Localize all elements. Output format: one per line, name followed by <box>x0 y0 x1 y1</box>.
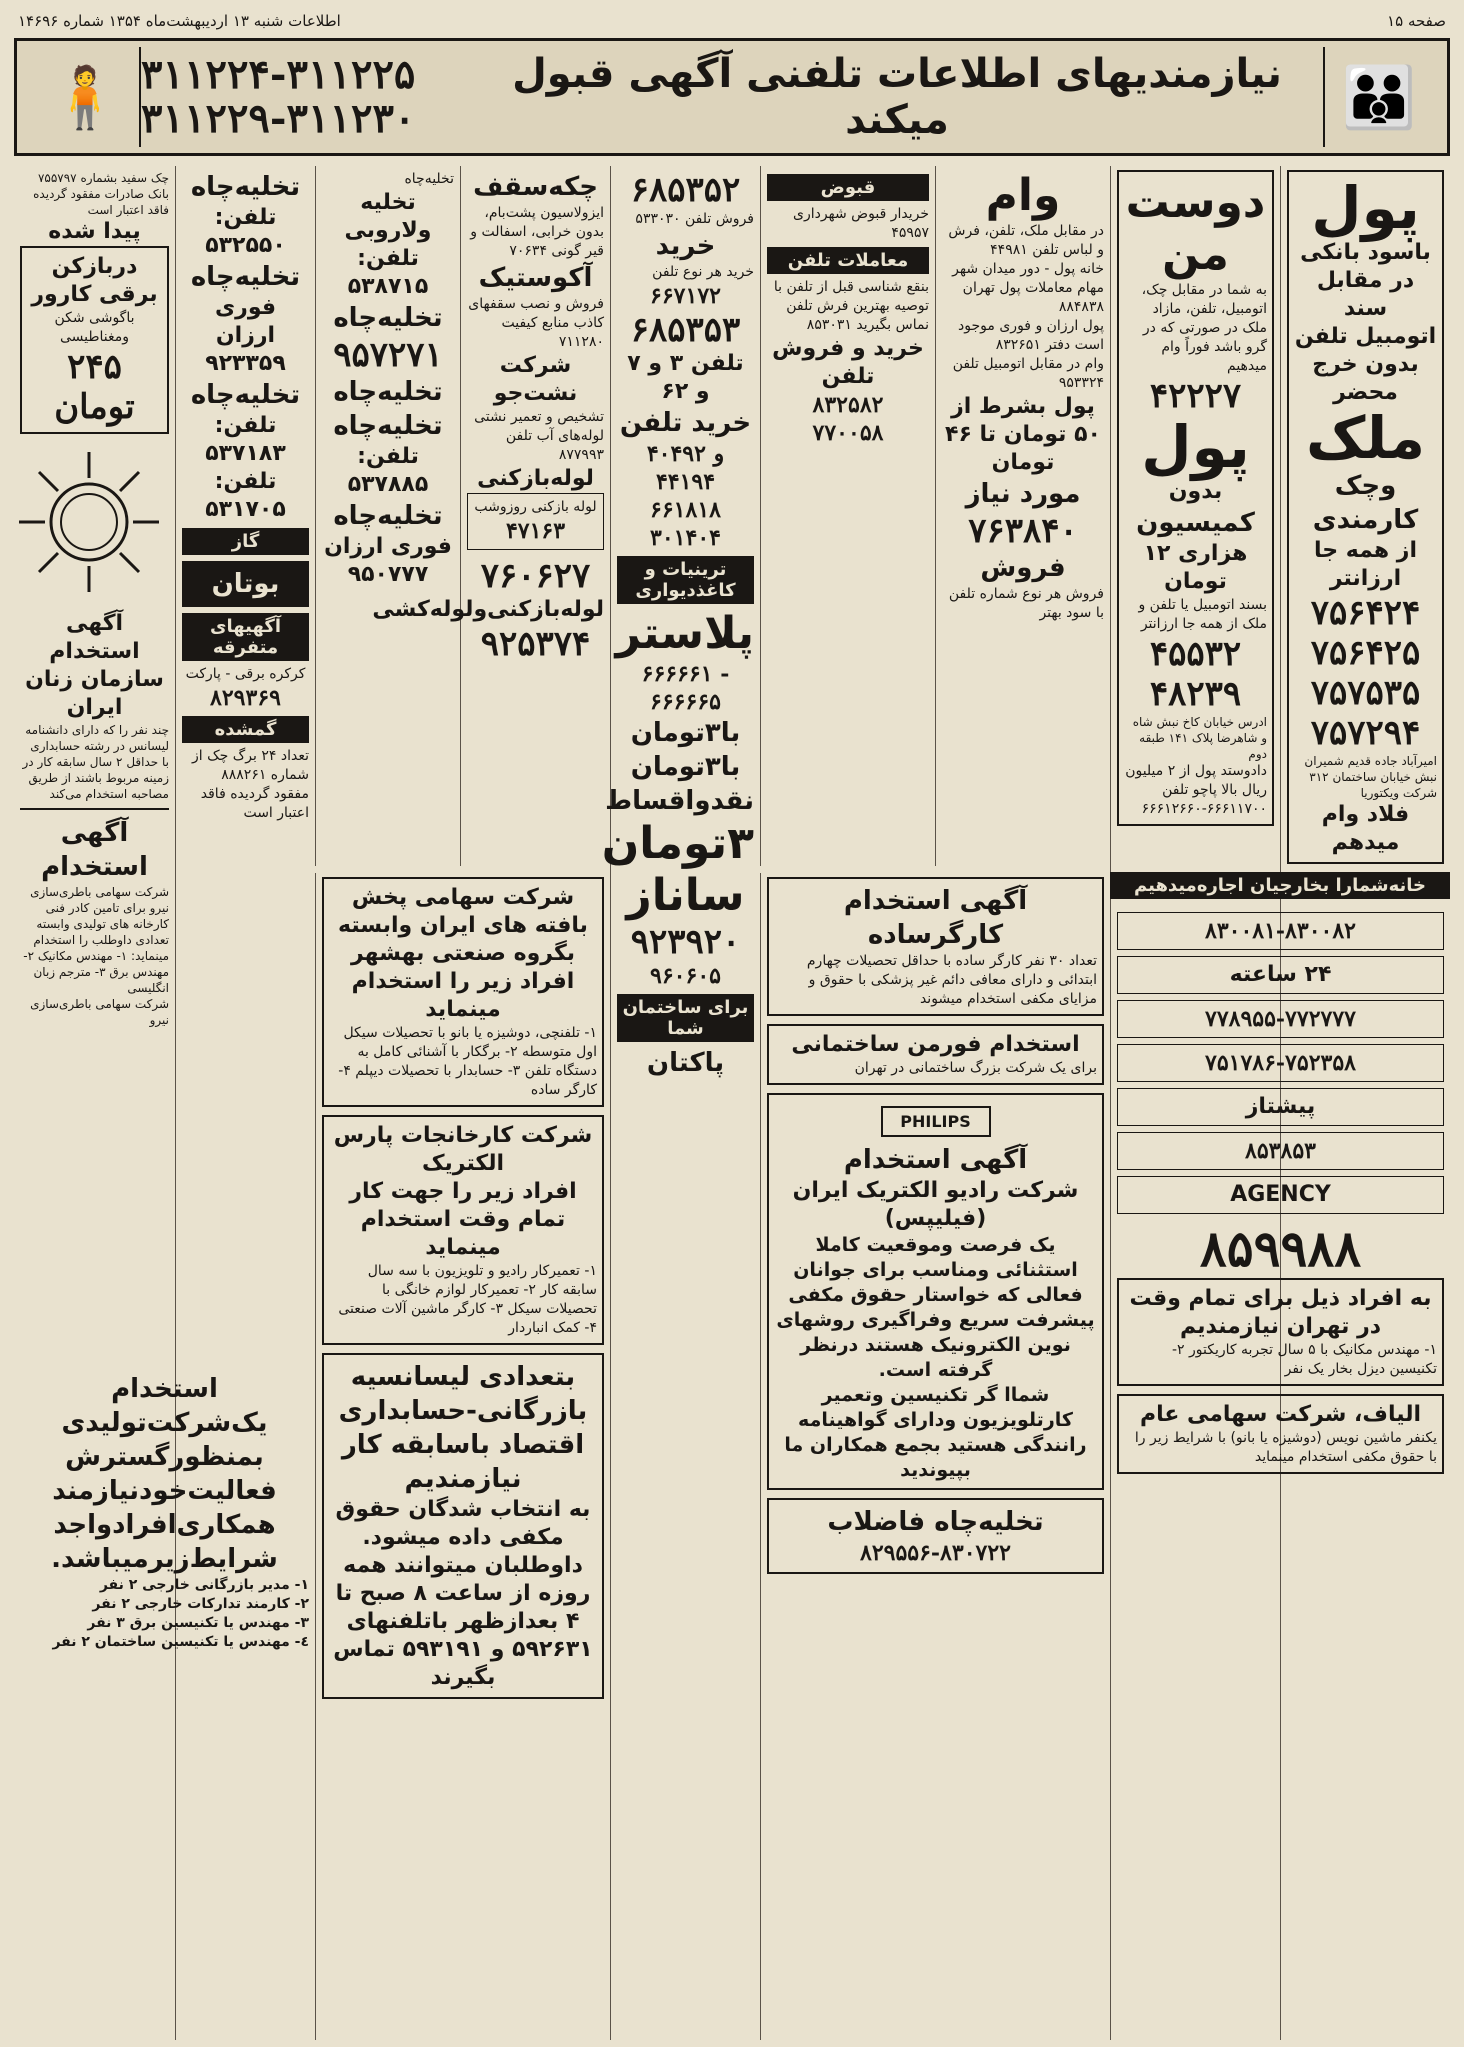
people-illustration-icon: 🧍 <box>31 47 141 147</box>
ad-title: نقدواقساط <box>605 786 754 816</box>
page-number: صفحه ۱۵ <box>1387 12 1446 30</box>
ad-title: آگهی استخدام <box>843 886 1028 916</box>
ad-title: پاکتان <box>646 1048 725 1078</box>
ad-title: به افراد ذیل برای تمام وقت در تهران نیازمندیم <box>1129 1286 1432 1339</box>
column-classifieds-right <box>1110 908 1450 2040</box>
banner-phones <box>141 53 471 141</box>
ad-karvar <box>20 246 169 434</box>
ad-title: استخدام <box>111 1374 218 1404</box>
stamp-ad <box>467 493 604 550</box>
ad-title: تخلیه‌چاه فاضلاب <box>827 1507 1044 1537</box>
ad-phone: تلفن: ۵۳۷۱۸۳ <box>205 413 286 466</box>
ad-title: تخلیه‌چاه <box>333 377 443 407</box>
ad-title: آکوستیک <box>478 263 593 293</box>
issue-line: اطلاعات شنبه ۱۳ اردیبهشت‌ماه ۱۳۵۴ شماره ۱۴۶۹۶ <box>18 12 341 30</box>
ad-body: شرکت سهامی باطری‌سازی نیرو برای تامین کادر فنی کارخانه های تولیدی وابسته تعدادی داوطلب را استخدام مینماید: ۱- مهندس مکانیک ۲- مهندس برق ۳- مترجم زبان انگلیسی <box>23 885 169 995</box>
ad-title: افراد زیر را جهت کار تمام وقت استخدام مینماید <box>349 1179 577 1260</box>
ad-title: بمنظورگسترش <box>65 1442 264 1472</box>
ad-title: شرکت نشت‌جو <box>493 353 578 406</box>
ad-phone: تلفن: ۵۳۲۵۵۰ <box>205 205 286 258</box>
ad-title: با۳تومان <box>630 718 741 748</box>
phone-number: ۴۵۵۳۲ <box>1149 634 1242 674</box>
ad-title: وام <box>985 170 1061 221</box>
ad-body: فروش هر نوع شماره تلفن با سود بهتر <box>948 586 1104 621</box>
section-tag: معاملات تلفن <box>767 247 929 274</box>
ad-title: مورد نیاز <box>965 479 1081 509</box>
ad-body: خرید هر نوع تلفن <box>652 264 754 280</box>
phone-number: ۴۲۲۲۷ <box>1149 376 1242 416</box>
ad-body: چک سفید بشماره ۷۵۵۷۹۷ بانک صادرات مفقود گردیده فاقد اعتبار است <box>33 171 169 217</box>
ad-line: ملک <box>1306 404 1425 472</box>
ad-body: خریدار قبوض شهرداری ۴۵۹۵۷ <box>792 206 929 241</box>
phone-number: ۶۶۱۸۱۸ <box>650 497 721 523</box>
ad-job-tehran <box>1117 1278 1444 1386</box>
phone-number: ۸۳۲۵۸۲ <box>812 392 884 418</box>
ad-body: ایزولاسیون پشت‌بام، بدون خرابی، اسفالت و قیر گونی ۷۰۶۳۴ <box>470 205 604 259</box>
ad-phone: فوری ارزان ۹۵۰۷۷۷ <box>324 534 452 587</box>
ad-line: ۳- مهندس یا تکنیسین برق ۳ نفر <box>87 1615 309 1631</box>
rental-ad: ۸۵۳۸۵۳ <box>1117 1132 1444 1170</box>
ad-line: ۲- کارمند تدارکات خارجی ۲ نفر <box>92 1596 309 1612</box>
stamp-text: لوله بازکنی روزوشب <box>474 499 597 515</box>
ad-pakhsh-bafte <box>322 877 604 1107</box>
phone-number: ۷۵۷۵۳۵ <box>1310 673 1421 713</box>
ad-phone: تلفن: ۵۳۱۷۰۵ <box>205 469 286 522</box>
ad-title: پول <box>1311 174 1420 242</box>
phone-number: ۹۶۰۶۰۵ <box>650 963 721 989</box>
ad-title: لوله‌بازکنی‌ولوله‌کشی <box>372 597 604 622</box>
ad-title: آگهی استخدام <box>41 818 148 882</box>
ad-line: وچک <box>1334 471 1397 501</box>
ad-body: دادوستد پول از ۲ میلیون ریال بالا پاچو تلفن ۶۶۶۱۱۷۰۰-۶۶۶۱۲۶۶۰ <box>1125 763 1267 817</box>
ad-body: فروش تلفن ۵۳۳۰۳۰ <box>635 211 754 227</box>
rental-ad: ۷۷۸۹۵۵-۷۷۲۷۷۷ <box>1117 1000 1444 1038</box>
column-4 <box>760 166 935 866</box>
ad-title: چکه‌سقف <box>473 172 598 202</box>
phone-number: ۴۸۲۳۹ <box>1149 674 1242 714</box>
ad-title: استخدام فورمن ساختمانی <box>791 1032 1080 1057</box>
family-illustration-icon: 👪 <box>1323 47 1433 147</box>
ad-line: کارمندی <box>1312 505 1419 535</box>
phone-number: ۸۵۹۹۸۸ <box>1199 1219 1362 1278</box>
column-7 <box>315 166 460 866</box>
philips-logo: PHILIPS <box>881 1106 991 1137</box>
ad-title: الیاف، شرکت سهامی عام <box>1139 1402 1422 1427</box>
ad-body: ۱- تلفنچی، دوشیزه یا بانو با تحصیلات سیکل اول متوسطه ۲- برگکار با آشنائی کامل به دستگاه تلفن ۳- حسابدار با تحصیلات دیپلم ۴- کارگر ساده <box>338 1025 597 1098</box>
ad-body: باگوشی شکن ومغناطیسی <box>54 310 135 345</box>
ad-line: از همه جا ارزانتر <box>1314 538 1417 591</box>
ad-alyaf <box>1117 1394 1444 1474</box>
ad-line: در مقابل سند <box>1316 268 1415 321</box>
ad-title: کارگرساده <box>867 920 1004 950</box>
ad-pars-electric <box>322 1115 604 1345</box>
ad-title: شرکت رادیو الکتریک ایران (فیلیپس) <box>792 1178 1079 1231</box>
ad-body: به انتخاب شدگان حقوق مکفی داده میشود. داوطلبان میتوانند همه روزه از ساعت ۸ صبح تا ۴ بعدازظهر باتلفنهای ۵۹۲۶۳۱ و ۵۹۳۱۹۱ تماس بگیرند <box>333 1497 593 1690</box>
ad-body: پول ارزان و فوری موجود است دفتر ۸۳۲۶۵۱ <box>958 318 1104 353</box>
ad-title: تخلیه‌چاه <box>333 501 443 531</box>
ad-title: با۳تومان <box>630 752 741 782</box>
phone-number: ۷۵۶۴۲۵ <box>1310 633 1421 673</box>
ad-line: بدون <box>1168 479 1223 504</box>
classifieds-banner <box>14 38 1450 156</box>
butane-logo: بوتان <box>182 561 309 607</box>
banner-phones-1: ۳۱۱۲۲۴-۳۱۱۲۲۵ <box>141 51 416 98</box>
ad-title: دوست <box>1125 177 1266 228</box>
ad-line: ٤- مهندس یا تکنیسین ساختمان ۲ نفر <box>52 1634 309 1650</box>
ad-body: تشخیص و تعمیر نشتی لوله‌های آب تلفن ۸۷۷۹۹۳ <box>474 409 604 463</box>
ad-title: شرکت سهامی پخش بافته های ایران وابسته بگروه صنعتی بهشهر افراد زیر را استخدام مینماید <box>338 885 588 1022</box>
rental-ad: ۷۵۱۷۸۶-۷۵۲۳۵۸ <box>1117 1044 1444 1082</box>
ad-fazelab <box>767 1498 1104 1574</box>
phone-number: ۸۲۹۵۵۶-۸۳۰۷۲۲ <box>860 1540 1011 1566</box>
phone-number: ۸۲۹۳۶۹ <box>210 685 281 711</box>
ad-title: ساناز <box>626 870 745 921</box>
section-tag: برای ساختمان شما <box>617 994 754 1042</box>
ad-title: آگهی استخدام <box>49 611 140 664</box>
ad-line: کمیسیون <box>1136 508 1255 538</box>
ad-body: تعداد ۳۰ نفر کارگر ساده با حداقل تحصیلات چهارم ابتدائی و دارای معافی دائم غیر پزشکی با حقوق و مزایای مکفی استخدام میشوند <box>806 953 1097 1007</box>
ad-big-employment <box>14 1368 315 2040</box>
ad-body: ۱- مهندس مکانیک با ۵ سال تجربه کاریکتور ۲- تکنیسین دیزل بخار یک نفر <box>1171 1342 1437 1377</box>
rental-ad: ۸۳۰۰۸۱-۸۳۰۰۸۲ <box>1117 912 1444 950</box>
ad-body: پول بشرط از ۵۰ تومان تا ۴۶ تومان <box>945 394 1101 475</box>
ad-address: امیرآباد جاده قدیم شمیران نبش خیابان ساختمان ۳۱۲ شرکت ویکتوریا <box>1304 754 1437 800</box>
rental-ad: پیشتاز <box>1117 1088 1444 1126</box>
ad-body: خانه پول - دور میدان شهر مهام معاملات پول تهران ۸۸۴۸۳۸ <box>952 261 1104 315</box>
ad-title: تخلیه‌چاه <box>333 411 443 441</box>
ad-title: تلفن ۳ و ۷ و ۶۲ <box>627 351 744 404</box>
phone-number: ۶۸۵۳۵۲ <box>630 170 741 210</box>
ad-body: وام در مقابل اتومبیل تلفن ۹۵۳۳۲۴ <box>952 356 1104 391</box>
ad-line: بدون خرج محضر <box>1312 352 1419 405</box>
ad-title: فروش <box>980 553 1066 583</box>
ad-title: خرید تلفن <box>619 408 752 438</box>
ad-signature: شرکت سهامی باطری‌سازی نیرو <box>30 997 169 1027</box>
phone-number: ۶۸۵۳۵۳ <box>630 310 741 350</box>
ad-line: بسند اتومبیل یا تلفن و ملک از همه جا ارزانتر <box>1138 597 1267 632</box>
ad-body: یک فرصت وموقعیت کاملا استثنائی ومناسب برای جوانان فعالی که خواستار حقوق مکفی پیشرفت سریع وفراگیری روشهای نوین الکترونیک هستند درنظر گرفته است. <box>776 1234 1095 1381</box>
ad-body: چند نفر را که دارای دانشنامه لیسانس در رشته حسابداری با حداقل ۲ سال سابقه کار در زمینه مربوط باشند از طریق مصاحبه استخدام می‌کند <box>22 723 169 801</box>
ad-line: ۱- مدیر بازرگانی خارجی ۲ نفر <box>99 1577 309 1593</box>
ad-title: همکاری‌افرادواجد <box>53 1510 276 1540</box>
ad-title: تخلیه‌چاه <box>190 262 301 292</box>
ad-title: من <box>1162 229 1229 280</box>
ad-line: هزاری ۱۲ تومان <box>1143 541 1248 594</box>
ad-body: شماا گر تکنیسین وتعمیر کارتلویزیون ودارای گواهینامه رانندگی هستید بجمع همکاران ما بپیوندید <box>784 1384 1087 1481</box>
ad-body: کرکره برقی - پارکت <box>185 666 306 682</box>
folio-line <box>14 8 1450 34</box>
ad-line: فلاد وام میدهم <box>1321 802 1410 855</box>
phone-number: ۹۵۷۲۷۱ <box>333 335 443 375</box>
sun-emblem-icon <box>9 442 169 602</box>
ad-foreman <box>767 1024 1104 1085</box>
section-tag: ترینیات و کاغذدیواری <box>617 556 754 604</box>
ad-title: دربازکن برقی کارور <box>31 254 158 307</box>
ad-licentiate <box>322 1353 604 1699</box>
ad-title: خرید و فروش تلفن <box>772 336 924 389</box>
phone-number: ۳۰۱۴۰۴ <box>650 525 721 551</box>
ad-price: ۲۴۵ تومان <box>54 347 135 427</box>
ad-body: برای یک شرکت بزرگ ساختمانی در تهران <box>854 1060 1097 1076</box>
ad-body: تعداد ۲۴ برگ چک از شماره ۸۸۸۲۶۱ مفقود گردیده فاقد اعتبار است <box>192 748 309 821</box>
column-9 <box>14 166 175 1356</box>
ad-doost-man <box>1117 170 1274 826</box>
ad-title: شرایط‌زیرمیباشد. <box>51 1544 278 1574</box>
phone-number: ۷۵۷۲۹۴ <box>1310 713 1421 753</box>
ad-title: فعالیت‌خودنیازمند <box>52 1476 277 1506</box>
ad-title: یک‌شرکت‌تولیدی <box>61 1408 268 1438</box>
ad-title: آگهی استخدام <box>843 1145 1028 1175</box>
ad-title: تخلیه‌چاه <box>190 172 301 202</box>
ad-body: ۱- تعمیرکار رادیو و تلویزیون با سه سال سابقه کار ۲- تعمیرکار لوازم خانگی با تحصیلات سیکل ۳- کارگر ماشین آلات صنعتی ۴- کمک انباردار <box>338 1263 597 1336</box>
ad-body: به شما در مقابل چک، اتومبیل، تلفن، مازاد ملک در صورتی که در گرو باشد فوراً وام میدهیم <box>1141 282 1267 374</box>
ad-line: باسود بانکی <box>1300 240 1431 265</box>
ad-title: ۳تومان <box>601 818 754 869</box>
ad-address: ادرس خیابان کاخ نبش شاه و شاهرضا پلاک ۱۴۱ طبقه دوم <box>1132 715 1267 761</box>
ad-title: پول <box>1141 413 1250 481</box>
section-tag: آگهیهای متفرقه <box>182 613 309 661</box>
ad-title: پلاستر <box>615 608 754 659</box>
ad-karegar-sade <box>767 877 1104 1016</box>
column-3-4-lower <box>760 873 1110 2040</box>
phone-number: ۴۷۱۶۳ <box>505 518 566 544</box>
ad-title: خرید <box>655 231 716 261</box>
section-tag: قبوض <box>767 174 929 201</box>
banner-title: نیازمندیهای اطلاعات تلفنی آگهی قبول میکند <box>512 51 1282 143</box>
ad-body: یکنفر ماشین نویس (دوشیزه یا بانو) با شرایط زیر را با حقوق مکفی استخدام مینماید <box>1134 1430 1437 1465</box>
ad-title: تخلیه‌چاه <box>190 380 301 410</box>
ad-phone: فوری ارزان ۹۲۳۳۵۹ <box>205 295 286 376</box>
ad-body: در مقابل ملک، تلفن، فرش و لباس تلفن ۴۴۹۸۱ <box>948 223 1104 258</box>
column-3 <box>935 166 1110 866</box>
ad-pool-banki <box>1287 170 1444 864</box>
ad-body: بنقع شناسی قبل از تلفن با توصیه بهترین فرش تلفن نماس بگیرید ۸۵۳۰۳۱ <box>773 279 929 333</box>
phone-number: ۶۶۷۱۷۲ <box>650 283 721 309</box>
rental-ad: ۲۴ ساعته <box>1117 956 1444 994</box>
phone-number: ۷۵۶۴۲۴ <box>1310 593 1421 633</box>
phone-number: ۶۶۶۶۶۱ - ۶۶۶۶۶۵ <box>641 661 730 715</box>
phone-number: ۹۲۳۹۲۰ <box>630 922 741 962</box>
ad-line: اتومبیل تلفن <box>1294 324 1437 349</box>
ad-title: تخلیه ولاروبی <box>344 190 432 243</box>
ad-philips <box>767 1093 1104 1490</box>
ad-phone: تلفن: ۵۳۷۸۸۵ <box>347 444 429 497</box>
column-6-7-lower <box>315 873 610 2040</box>
ad-title: لوله‌بازکنی <box>477 466 594 491</box>
phone-number: ۴۰۴۹۲ و ۴۴۱۹۴ <box>646 441 725 495</box>
phone-number: ۷۷۰۰۵۸ <box>812 420 884 446</box>
phone-number: ۷۶۰۶۲۷ <box>480 556 591 596</box>
column-5 <box>601 166 760 2040</box>
ad-title: سازمان زنان ایران <box>25 667 164 720</box>
phone-number: ۹۲۵۳۷۴ <box>480 624 591 664</box>
divider <box>20 808 169 810</box>
banner-phones-2: ۳۱۱۲۲۹-۳۱۱۲۳۰ <box>141 95 416 142</box>
phone-number: ۷۶۳۸۴۰ <box>968 511 1078 551</box>
ad-phone: تلفن: ۵۳۸۷۱۵ <box>347 246 429 299</box>
ad-body: فروش و نصب سقفهای کاذب منابع کیفیت ۷۱۱۲۸۰ <box>468 296 604 350</box>
newspaper-page <box>14 8 1450 2040</box>
ad-title: تخلیه‌چاه <box>333 303 443 333</box>
ad-title: تخلیه‌چاه <box>404 171 454 187</box>
section-tag: گاز <box>182 528 309 555</box>
agency-logo: AGENCY <box>1117 1176 1444 1214</box>
rental-tag: خانه‌شمارا بخارجیان اجاره‌میدهیم <box>1110 872 1450 899</box>
ad-title: بتعدادی لیسانسیه بازرگانی-حسابداری اقتصاد باسابقه کار نیازمندیم <box>338 1362 588 1494</box>
ad-title: پیدا شده <box>48 219 141 244</box>
section-tag: گمشده <box>182 716 309 743</box>
ad-title: شرکت کارخانجات پارس الکتریک <box>333 1123 593 1176</box>
